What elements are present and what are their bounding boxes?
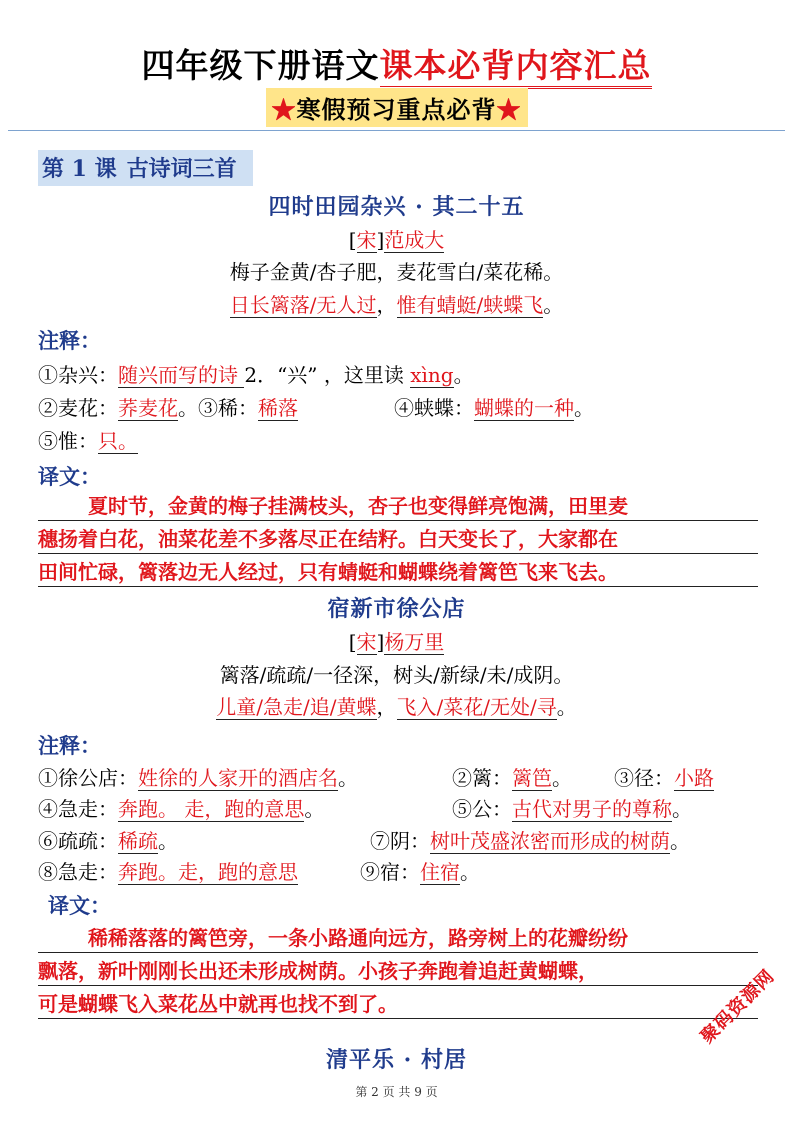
note-value: 只。 [98, 429, 138, 453]
note-value: 住宿 [420, 860, 460, 884]
poem2-notes-heading: 注释： [38, 733, 101, 758]
watermark-stamp: 聚码资源网 [696, 965, 779, 1048]
poem1-line2 [0, 289, 793, 318]
note-value: 荞麦花 [118, 396, 178, 420]
poem2-note-5 [452, 793, 692, 822]
poem1-author: [宋]范成大 [348, 228, 445, 252]
note-value: 蝴蝶的一种 [474, 396, 574, 420]
poem2-translation [38, 922, 758, 1021]
note-value: 姓徐的人家开的酒店名 [138, 766, 338, 790]
note-label: ④蛱蝶： [394, 396, 474, 420]
note-value: 稀落 [258, 396, 298, 420]
note-label: ⑤惟： [38, 429, 98, 453]
note-label: ⑤公： [452, 797, 512, 821]
poem1-trans-heading: 译文： [38, 464, 101, 489]
poem2-trans-heading: 译文： [48, 893, 111, 918]
note-end: 。 [460, 860, 480, 884]
translation-line: 田间忙碌，篱落边无人经过，只有蜻蜓和蝴蝶绕着篱笆飞来飞去。 [38, 556, 758, 587]
poem1-note-5 [38, 425, 138, 454]
poem1-title: 四时田园杂兴 · 其二十五 [268, 194, 525, 220]
poem1-translation [38, 490, 758, 589]
note-label: ①徐公店： [38, 766, 138, 790]
poem2-note-1 [38, 762, 358, 791]
note-end: 。 [574, 396, 594, 420]
title-black-part: 四年级下册语文 [141, 46, 380, 85]
star-icon: ★ [496, 95, 522, 124]
poem2-note-3 [614, 762, 714, 791]
poem1-line2-sep: ， [376, 293, 397, 317]
lesson-heading [38, 150, 253, 186]
poem2-note-8 [38, 856, 298, 885]
translation-line: 穗扬着白花，油菜花差不多落尽正在结籽。白天变长了，大家都在 [38, 523, 758, 554]
note-extra: 2．“兴” ，这里读 [244, 363, 411, 387]
note-value: 奔跑。走，跑的意思 [118, 860, 298, 884]
note-label: ②麦花： [38, 396, 118, 420]
star-icon: ★ [271, 95, 297, 124]
lesson-name: 古诗词三首 [126, 156, 237, 182]
page-footer: 第 2 页 共 9 页 [355, 1085, 438, 1099]
poem2-note-7 [370, 825, 690, 854]
note-label: ⑨宿： [360, 860, 420, 884]
poem2-title: 宿新市徐公店 [327, 596, 466, 622]
poem2-line2b: 飞入/菜花/无处/寻 [396, 695, 557, 719]
poem1-note-1 [38, 359, 474, 388]
note-label: ⑥疏疏： [38, 829, 118, 853]
note-label: ⑦阴： [370, 829, 430, 853]
translation-line: 飘落，新叶刚刚长出还未形成树荫。小孩子奔跑着追赶黄蝴蝶， [38, 955, 758, 986]
poem1-author-name: 范成大 [384, 228, 445, 252]
translation-line: 夏时节，金黄的梅子挂满枝头，杏子也变得鲜亮饱满，田里麦 [38, 490, 758, 521]
note-end: 。 [552, 766, 572, 790]
poem1-dynasty: 宋 [356, 228, 377, 252]
note-label: ④急走： [38, 797, 118, 821]
poem2-line2a: 儿童/急走/追/黄蝶 [216, 695, 377, 719]
note-value: 奔跑。 走，跑的意思 [118, 797, 305, 821]
note-label: 。③稀： [178, 396, 258, 420]
poem2-note-9 [360, 856, 480, 885]
poem1-notes-heading: 注释： [38, 328, 101, 353]
poem2-line2-sep: ， [376, 695, 397, 719]
poem2-author: [宋]杨万里 [348, 630, 445, 654]
note-label: ③径： [614, 766, 674, 790]
note-end: 。 [158, 829, 178, 853]
note-end: 。 [338, 766, 358, 790]
note-label: ①杂兴： [38, 363, 118, 387]
note-end: 。 [670, 829, 690, 853]
note-label: ②篱： [452, 766, 512, 790]
page-title [0, 40, 793, 87]
poem2-note-2 [452, 762, 572, 791]
poem2-dynasty: 宋 [356, 630, 377, 654]
poem1-note-2 [38, 392, 298, 421]
note-value: 稀疏 [118, 829, 158, 853]
note-value: 篱笆 [512, 766, 552, 790]
note-pinyin: xìng [410, 363, 454, 387]
poem3-title: 清平乐 · 村居 [326, 1047, 467, 1073]
poem2-line2 [0, 691, 793, 720]
subtitle-wrap [0, 88, 793, 127]
note-value: 树叶茂盛浓密而形成的树荫 [430, 829, 670, 853]
poem2-line2-end: 。 [556, 695, 577, 719]
subtitle-text: 寒假预习重点必背 [296, 95, 497, 124]
poem2-line1: 篱落/疏疏/一径深，树头/新绿/未/成阴。 [219, 663, 574, 687]
note-end: 。 [672, 797, 692, 821]
note-value: 随兴而写的诗 [118, 363, 245, 387]
note-label: ⑧急走： [38, 860, 118, 884]
note-end: 。 [304, 797, 325, 821]
translation-line: 可是蝴蝶飞入菜花丛中就再也找不到了。 [38, 988, 758, 1019]
translation-line: 稀稀落落的篱笆旁，一条小路通向远方，路旁树上的花瓣纷纷 [38, 922, 758, 953]
title-red-part: 课本必背内容汇总 [380, 46, 652, 89]
poem2-note-4 [38, 793, 324, 822]
lesson-number: 第 1 课 [42, 156, 117, 182]
poem2-note-6 [38, 825, 178, 854]
poem1-line2-end: 。 [543, 293, 564, 317]
poem1-note-4 [394, 392, 594, 421]
poem2-author-name: 杨万里 [384, 630, 445, 654]
poem1-line2b: 惟有蜻蜓/蛱蝶飞 [396, 293, 544, 317]
note-value: 小路 [674, 766, 714, 790]
poem1-line1: 梅子金黄/杏子肥，麦花雪白/菜花稀。 [229, 260, 564, 284]
header-divider [8, 130, 785, 131]
poem1-line2a: 日长篱落/无人过 [229, 293, 377, 317]
note-value: 古代对男子的尊称 [512, 797, 672, 821]
note-end: 。 [453, 363, 474, 387]
subtitle-banner [266, 88, 528, 127]
